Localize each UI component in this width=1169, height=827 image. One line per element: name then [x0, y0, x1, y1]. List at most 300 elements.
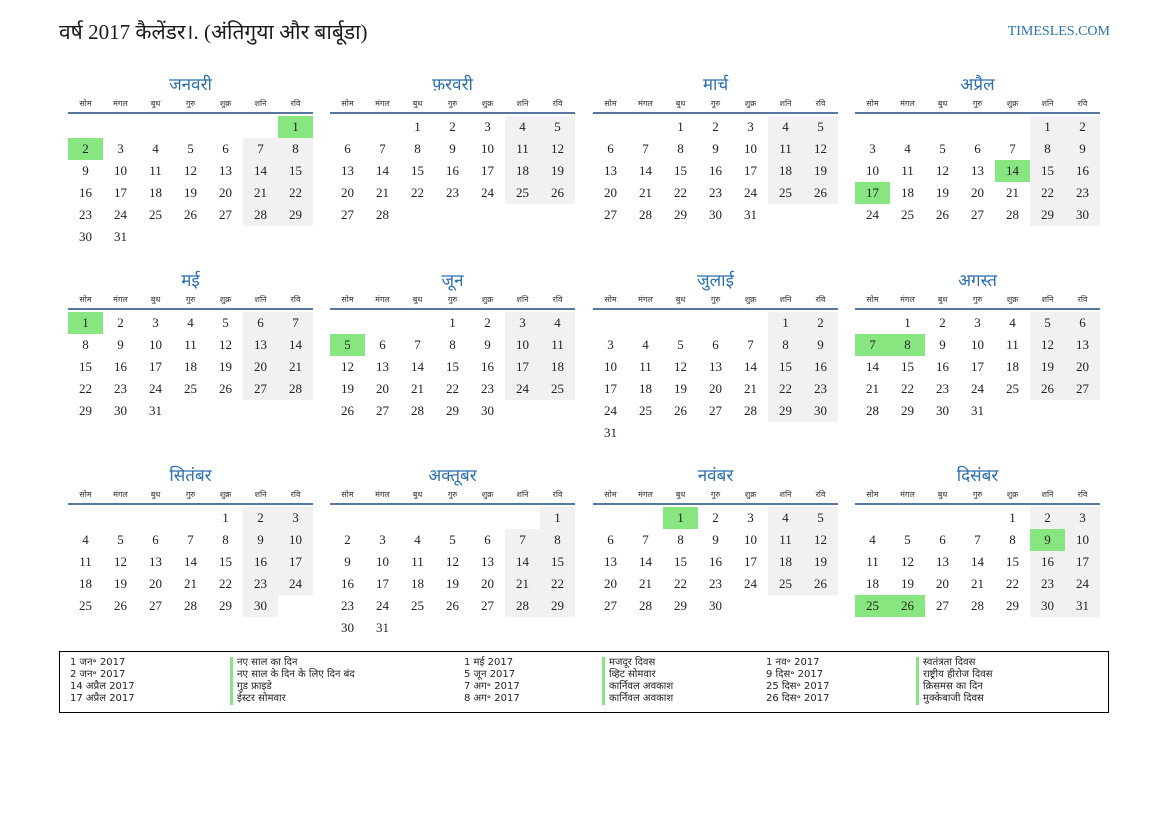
day-cell: 4: [82, 532, 89, 547]
day-cell: 4: [540, 312, 575, 334]
weekday-label: शनि: [516, 295, 529, 304]
weekday-label: शनि: [779, 490, 792, 499]
weekday-header: [330, 489, 575, 505]
day-cell: 20: [341, 185, 354, 200]
day-cell: 30: [243, 595, 278, 617]
month-block: [330, 463, 575, 639]
legend-date: 26 दिस॰ 2017: [766, 693, 830, 704]
legend-date: 8 अग॰ 2017: [464, 693, 520, 704]
holiday-day-cell: 1: [68, 312, 103, 334]
holiday-day-cell: 14: [995, 160, 1030, 182]
day-cell: 20: [376, 381, 389, 396]
month-name: मार्च: [702, 75, 729, 94]
day-cell: 31: [114, 229, 127, 244]
day-cell: 31: [604, 425, 617, 440]
weekday-label: मंगल: [638, 99, 653, 108]
day-cell: 7: [642, 141, 649, 156]
day-cell: 8: [1030, 138, 1065, 160]
weekday-header: [593, 489, 838, 505]
day-cell: 22: [674, 576, 687, 591]
weekday-header: [330, 98, 575, 114]
day-cell: 16: [341, 576, 354, 591]
day-cell: 17: [114, 185, 127, 200]
legend-names-1: [230, 657, 355, 705]
empty-cell: [628, 507, 663, 529]
empty-cell: [330, 312, 365, 334]
day-cell: 10: [866, 163, 879, 178]
legend-dates-3: [766, 657, 829, 705]
day-cell: 17: [278, 551, 313, 573]
weekday-label: मंगल: [900, 99, 915, 108]
month-block: [593, 268, 838, 444]
day-cell: 15: [411, 163, 424, 178]
day-cell: 18: [866, 576, 879, 591]
day-cell: 29: [219, 598, 232, 613]
day-cell: 8: [540, 529, 575, 551]
empty-cell: [103, 507, 138, 529]
empty-cell: [593, 116, 628, 138]
day-cell: 30: [1030, 595, 1065, 617]
day-cell: 2: [712, 119, 719, 134]
day-cell: 21: [376, 185, 389, 200]
day-cell: 14: [505, 551, 540, 573]
day-cell: 27: [604, 207, 617, 222]
day-cell: 11: [901, 163, 914, 178]
day-cell: 16: [1030, 551, 1065, 573]
day-cell: 9: [449, 141, 456, 156]
day-cell: 17: [604, 381, 617, 396]
day-cell: 19: [341, 381, 354, 396]
day-cell: 22: [768, 378, 803, 400]
day-cell: 18: [768, 551, 803, 573]
day-cell: 15: [79, 359, 92, 374]
day-cell: 9: [712, 141, 719, 156]
holiday-day-cell: 7: [855, 334, 890, 356]
day-cell: 4: [768, 116, 803, 138]
weekday-label: गुरु: [710, 99, 721, 108]
day-cell: 7: [747, 337, 754, 352]
day-cell: 4: [187, 315, 194, 330]
weekday-label: गुरु: [447, 99, 458, 108]
day-cell: 26: [540, 182, 575, 204]
day-cell: 18: [505, 160, 540, 182]
day-cell: 22: [79, 381, 92, 396]
day-cell: 21: [184, 576, 197, 591]
weekday-label: शुक्र: [1006, 295, 1019, 304]
weekday-label: रवि: [290, 295, 301, 304]
legend-holiday: नए साल के दिन के लिए दिन बंद: [230, 669, 355, 681]
day-cell: 15: [219, 554, 232, 569]
day-cell: 27: [149, 598, 162, 613]
day-cell: 4: [904, 141, 911, 156]
empty-cell: [593, 507, 628, 529]
day-cell: 28: [1006, 207, 1019, 222]
day-cell: 23: [1065, 182, 1100, 204]
day-cell: 13: [604, 163, 617, 178]
day-cell: 5: [540, 116, 575, 138]
day-cell: 19: [184, 185, 197, 200]
day-cell: 11: [411, 554, 424, 569]
weekday-label: रवि: [552, 99, 563, 108]
day-cell: 26: [184, 207, 197, 222]
day-cell: 20: [971, 185, 984, 200]
day-cell: 15: [278, 160, 313, 182]
day-cell: 4: [869, 532, 876, 547]
month-name: सितंबर: [169, 466, 212, 485]
day-cell: 29: [674, 598, 687, 613]
month-name: जून: [441, 271, 464, 290]
day-cell: 10: [505, 334, 540, 356]
day-cell: 26: [936, 207, 949, 222]
empty-cell: [365, 312, 400, 334]
day-cell: 31: [744, 207, 757, 222]
weekday-label: शुक्र: [481, 295, 494, 304]
day-grid: [330, 505, 575, 639]
day-cell: 15: [901, 359, 914, 374]
day-cell: 15: [540, 551, 575, 573]
empty-cell: [698, 312, 733, 334]
day-cell: 28: [866, 403, 879, 418]
day-cell: 21: [971, 576, 984, 591]
day-cell: 8: [768, 334, 803, 356]
day-cell: 29: [768, 400, 803, 422]
day-cell: 23: [481, 381, 494, 396]
day-cell: 23: [243, 573, 278, 595]
day-cell: 20: [219, 185, 232, 200]
day-cell: 20: [243, 356, 278, 378]
day-cell: 6: [222, 141, 229, 156]
weekday-header: [855, 98, 1100, 114]
day-cell: 14: [411, 359, 424, 374]
day-cell: 3: [1065, 507, 1100, 529]
day-cell: 4: [768, 507, 803, 529]
day-cell: 27: [376, 403, 389, 418]
day-cell: 7: [243, 138, 278, 160]
day-cell: 20: [1065, 356, 1100, 378]
day-cell: 16: [446, 163, 459, 178]
weekday-label: बुध: [412, 295, 423, 304]
weekday-label: सोम: [79, 490, 92, 499]
day-cell: 24: [278, 573, 313, 595]
weekday-header: [855, 489, 1100, 505]
month-block: [68, 268, 313, 422]
day-cell: 16: [481, 359, 494, 374]
day-grid: [68, 114, 313, 248]
day-cell: 25: [1006, 381, 1019, 396]
day-cell: 18: [79, 576, 92, 591]
month-block: [855, 268, 1100, 422]
weekday-label: रवि: [1077, 490, 1088, 499]
day-cell: 11: [149, 163, 162, 178]
weekday-header: [593, 294, 838, 310]
day-cell: 30: [709, 598, 722, 613]
weekday-label: सोम: [341, 295, 354, 304]
legend-holiday: राष्ट्रीय हीरोज दिवस: [916, 669, 993, 681]
weekday-label: रवि: [815, 99, 826, 108]
day-cell: 31: [1065, 595, 1100, 617]
day-cell: 6: [712, 337, 719, 352]
day-cell: 21: [278, 356, 313, 378]
day-cell: 1: [540, 507, 575, 529]
day-cell: 6: [379, 337, 386, 352]
day-cell: 4: [642, 337, 649, 352]
empty-cell: [103, 116, 138, 138]
legend-date: 5 जून 2017: [464, 669, 516, 680]
day-cell: 14: [278, 334, 313, 356]
day-cell: 29: [278, 204, 313, 226]
month-block: [68, 72, 313, 248]
legend-holiday: ईस्टर सोमवार: [230, 693, 355, 705]
holiday-day-cell: 17: [855, 182, 890, 204]
weekday-label: शुक्र: [481, 490, 494, 499]
day-cell: 22: [219, 576, 232, 591]
holiday-day-cell: 9: [1030, 529, 1065, 551]
day-cell: 30: [936, 403, 949, 418]
empty-cell: [470, 507, 505, 529]
day-cell: 15: [1030, 160, 1065, 182]
weekday-label: रवि: [815, 295, 826, 304]
day-cell: 16: [709, 554, 722, 569]
legend-date: 2 जन॰ 2017: [70, 669, 126, 680]
day-cell: 6: [243, 312, 278, 334]
day-cell: 1: [222, 510, 229, 525]
day-cell: 13: [376, 359, 389, 374]
day-cell: 2: [803, 312, 838, 334]
day-cell: 22: [278, 182, 313, 204]
day-cell: 2: [117, 315, 124, 330]
day-cell: 18: [639, 381, 652, 396]
day-cell: 7: [379, 141, 386, 156]
day-cell: 12: [540, 138, 575, 160]
day-cell: 25: [505, 182, 540, 204]
empty-cell: [68, 507, 103, 529]
weekday-label: सोम: [604, 490, 617, 499]
legend-date: 9 दिस॰ 2017: [766, 669, 824, 680]
day-cell: 2: [1065, 116, 1100, 138]
day-cell: 29: [1030, 204, 1065, 226]
legend-holiday: मजदूर दिवस: [602, 657, 673, 669]
day-cell: 27: [971, 207, 984, 222]
weekday-label: रवि: [552, 295, 563, 304]
day-cell: 14: [639, 163, 652, 178]
day-cell: 21: [411, 381, 424, 396]
weekday-label: बुध: [937, 490, 948, 499]
empty-cell: [138, 116, 173, 138]
legend-holiday: नए साल का दिन: [230, 657, 355, 669]
weekday-label: गुरु: [447, 490, 458, 499]
weekday-header: [68, 294, 313, 310]
day-cell: 24: [505, 378, 540, 400]
legend-holiday: मुक्केबाजी दिवस: [916, 693, 993, 705]
legend-date: 1 नव॰ 2017: [766, 657, 820, 668]
legend-holiday: स्वतंत्रता दिवस: [916, 657, 993, 669]
legend-holiday: व्हिट सोमवार: [602, 669, 673, 681]
day-cell: 15: [1006, 554, 1019, 569]
day-cell: 12: [936, 163, 949, 178]
holiday-legend: [59, 651, 1109, 713]
day-cell: 30: [114, 403, 127, 418]
day-cell: 22: [411, 185, 424, 200]
weekday-label: सोम: [866, 99, 879, 108]
day-cell: 24: [604, 403, 617, 418]
month-block: [855, 72, 1100, 226]
day-cell: 9: [1065, 138, 1100, 160]
weekday-label: शुक्र: [481, 99, 494, 108]
day-cell: 18: [184, 359, 197, 374]
day-cell: 24: [866, 207, 879, 222]
weekday-label: शुक्र: [1006, 490, 1019, 499]
day-cell: 14: [376, 163, 389, 178]
day-cell: 1: [449, 315, 456, 330]
month-name: फ़रवरी: [432, 75, 473, 94]
legend-dates-1: [70, 657, 135, 705]
day-cell: 8: [449, 337, 456, 352]
day-cell: 17: [149, 359, 162, 374]
day-cell: 25: [639, 403, 652, 418]
day-cell: 30: [803, 400, 838, 422]
day-cell: 3: [747, 119, 754, 134]
weekday-label: गुरु: [185, 99, 196, 108]
empty-cell: [435, 507, 470, 529]
day-cell: 21: [1006, 185, 1019, 200]
day-cell: 16: [79, 185, 92, 200]
legend-date: 7 अग॰ 2017: [464, 681, 520, 692]
day-cell: 13: [481, 554, 494, 569]
weekday-header: [855, 294, 1100, 310]
weekday-label: गुरु: [185, 295, 196, 304]
day-cell: 23: [709, 185, 722, 200]
day-cell: 19: [901, 576, 914, 591]
day-grid: [855, 505, 1100, 617]
day-cell: 28: [184, 598, 197, 613]
month-name: अक्तूबर: [428, 466, 477, 485]
day-cell: 29: [1006, 598, 1019, 613]
weekday-label: मंगल: [900, 490, 915, 499]
empty-cell: [890, 116, 925, 138]
day-cell: 30: [79, 229, 92, 244]
day-cell: 10: [1065, 529, 1100, 551]
weekday-label: शुक्र: [219, 99, 232, 108]
day-cell: 26: [803, 182, 838, 204]
day-cell: 23: [114, 381, 127, 396]
weekday-header: [593, 98, 838, 114]
month-name: दिसंबर: [956, 466, 999, 485]
day-cell: 21: [744, 381, 757, 396]
empty-cell: [855, 507, 890, 529]
site-link[interactable]: TIMESLES.COM: [1007, 24, 1110, 39]
empty-cell: [593, 312, 628, 334]
day-cell: 14: [866, 359, 879, 374]
day-cell: 31: [971, 403, 984, 418]
empty-cell: [400, 507, 435, 529]
day-cell: 10: [481, 141, 494, 156]
day-cell: 19: [540, 160, 575, 182]
day-cell: 9: [344, 554, 351, 569]
weekday-label: शुक्र: [744, 295, 757, 304]
day-cell: 1: [904, 315, 911, 330]
month-name: नवंबर: [697, 466, 734, 485]
weekday-label: बुध: [675, 99, 686, 108]
day-cell: 21: [866, 381, 879, 396]
day-cell: 18: [1006, 359, 1019, 374]
day-cell: 9: [939, 337, 946, 352]
empty-cell: [733, 312, 768, 334]
weekday-label: मंगल: [375, 490, 390, 499]
day-cell: 4: [505, 116, 540, 138]
day-cell: 12: [901, 554, 914, 569]
day-cell: 13: [936, 554, 949, 569]
legend-holiday: गुड फ्राइडे: [230, 681, 355, 693]
weekday-label: गुरु: [185, 490, 196, 499]
day-cell: 11: [505, 138, 540, 160]
holiday-day-cell: 1: [278, 116, 313, 138]
day-cell: 23: [79, 207, 92, 222]
day-cell: 5: [677, 337, 684, 352]
weekday-label: सोम: [341, 99, 354, 108]
day-cell: 21: [243, 182, 278, 204]
day-cell: 13: [341, 163, 354, 178]
day-cell: 30: [1065, 204, 1100, 226]
day-grid: [68, 310, 313, 422]
weekday-label: मंगल: [113, 99, 128, 108]
empty-cell: [330, 116, 365, 138]
day-cell: 14: [243, 160, 278, 182]
day-cell: 17: [1065, 551, 1100, 573]
day-cell: 26: [446, 598, 459, 613]
day-cell: 7: [414, 337, 421, 352]
day-cell: 12: [184, 163, 197, 178]
day-cell: 20: [709, 381, 722, 396]
weekday-label: सोम: [341, 490, 354, 499]
page-title: वर्ष 2017 कैलेंडर।. (अंतिगुया और बार्बूडा): [59, 20, 368, 44]
day-cell: 6: [152, 532, 159, 547]
day-cell: 6: [344, 141, 351, 156]
weekday-label: मंगल: [375, 99, 390, 108]
weekday-label: मंगल: [638, 295, 653, 304]
weekday-label: मंगल: [113, 295, 128, 304]
day-cell: 11: [184, 337, 197, 352]
weekday-label: गुरु: [972, 490, 983, 499]
day-cell: 19: [803, 160, 838, 182]
weekday-label: शनि: [1041, 490, 1054, 499]
weekday-header: [68, 489, 313, 505]
day-cell: 7: [974, 532, 981, 547]
weekday-label: सोम: [79, 99, 92, 108]
empty-cell: [663, 312, 698, 334]
day-cell: 2: [344, 532, 351, 547]
day-cell: 6: [484, 532, 491, 547]
day-cell: 14: [971, 554, 984, 569]
day-cell: 5: [187, 141, 194, 156]
day-grid: [593, 310, 838, 444]
day-cell: 25: [149, 207, 162, 222]
empty-cell: [400, 312, 435, 334]
day-cell: 20: [481, 576, 494, 591]
day-cell: 11: [768, 138, 803, 160]
day-cell: 24: [149, 381, 162, 396]
day-cell: 11: [79, 554, 92, 569]
day-cell: 31: [376, 620, 389, 635]
day-cell: 17: [481, 163, 494, 178]
day-cell: 14: [184, 554, 197, 569]
day-cell: 6: [974, 141, 981, 156]
day-cell: 27: [1065, 378, 1100, 400]
day-cell: 6: [607, 532, 614, 547]
day-cell: 24: [744, 185, 757, 200]
day-cell: 19: [936, 185, 949, 200]
day-grid: [855, 310, 1100, 422]
day-cell: 4: [414, 532, 421, 547]
